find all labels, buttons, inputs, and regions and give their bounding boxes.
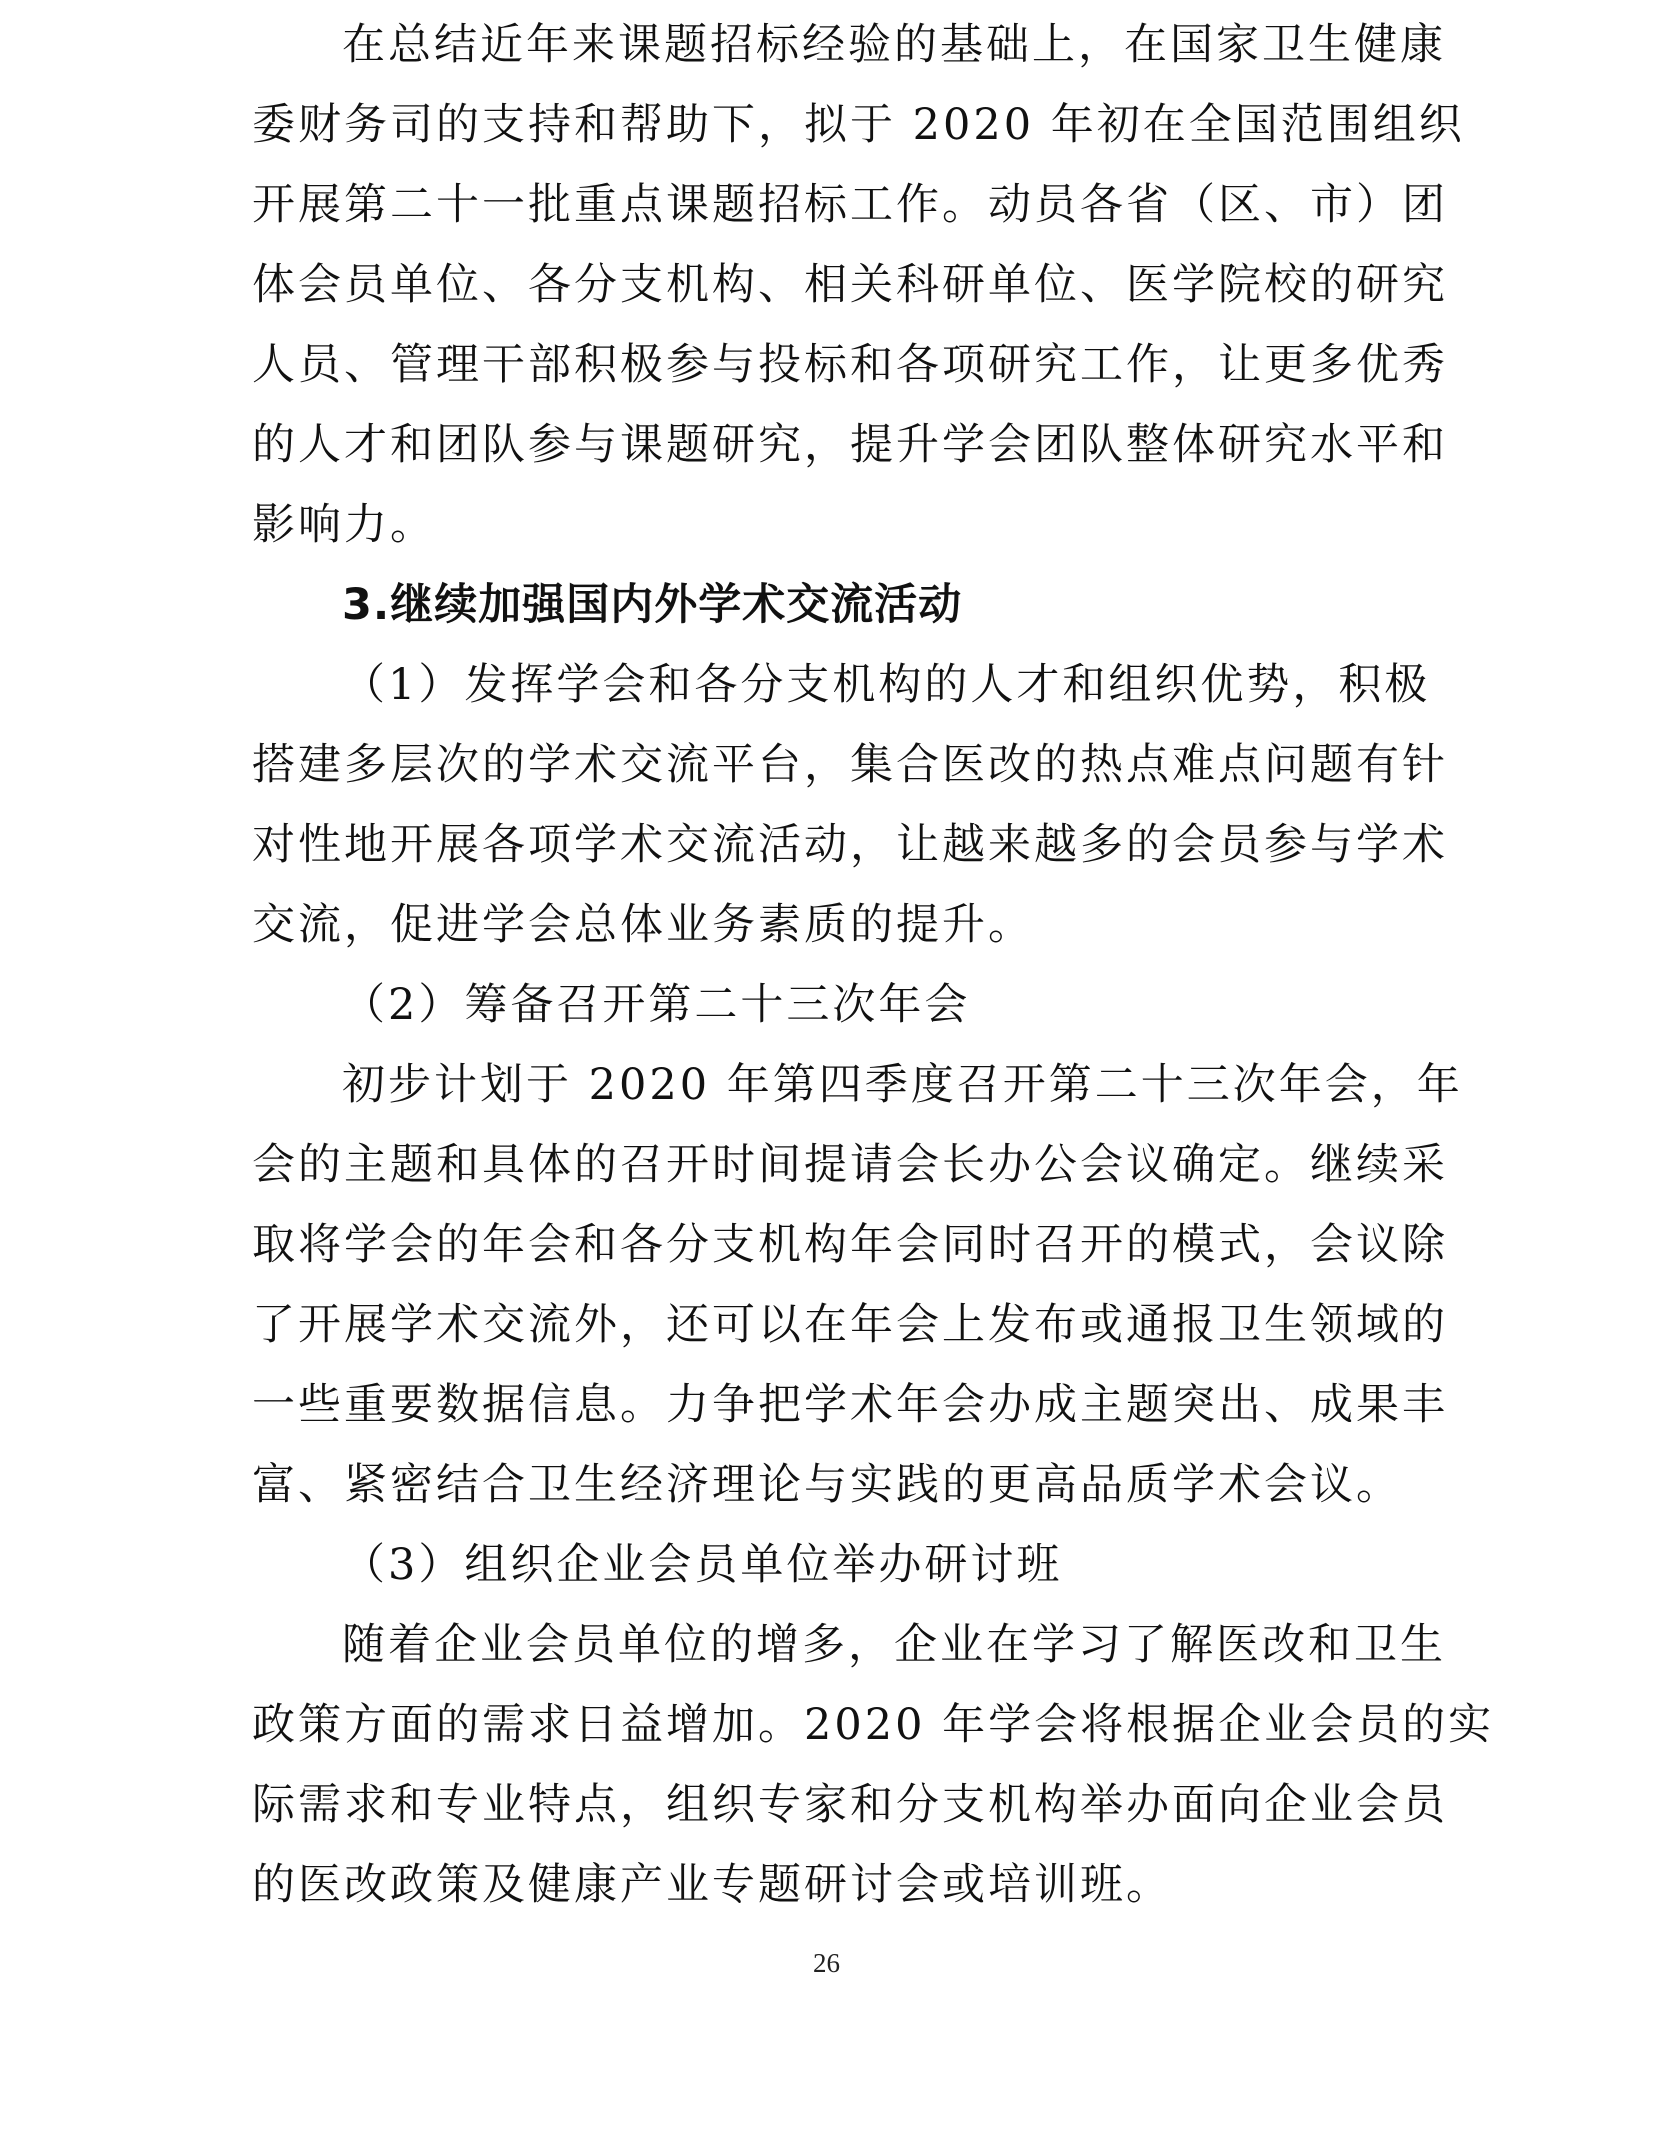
paragraph-line: 交流，促进学会总体业务素质的提升。 [252, 900, 1034, 950]
section-heading: 3.继续加强国内外学术交流活动 [342, 580, 963, 630]
subsection-title: （2）筹备召开第二十三次年会 [342, 980, 971, 1030]
paragraph-line: 体会员单位、各分支机构、相关科研单位、医学院校的研究 [252, 260, 1448, 310]
subsection-title: （3）组织企业会员单位举办研讨班 [342, 1540, 1063, 1590]
paragraph-line: 开展第二十一批重点课题招标工作。动员各省（区、市）团 [252, 180, 1448, 230]
paragraph-line: 在总结近年来课题招标经验的基础上，在国家卫生健康 [342, 20, 1446, 70]
paragraph-line: 委财务司的支持和帮助下，拟于 2020 年初在全国范围组织 [252, 100, 1465, 150]
paragraph-line: 搭建多层次的学术交流平台，集合医改的热点难点问题有针 [252, 740, 1448, 790]
paragraph-line: 政策方面的需求日益增加。2020 年学会将根据企业会员的实 [252, 1700, 1495, 1750]
document-page [252, 0, 1495, 2137]
paragraph-line: 际需求和专业特点，组织专家和分支机构举办面向企业会员 [252, 1780, 1448, 1830]
paragraph-line: 富、紧密结合卫生经济理论与实践的更高品质学术会议。 [252, 1460, 1402, 1510]
paragraph-line: 的医改政策及健康产业专题研讨会或培训班。 [252, 1860, 1172, 1910]
page-number: 26 [813, 1948, 840, 1978]
paragraph-line: 了开展学术交流外，还可以在年会上发布或通报卫生领域的 [252, 1300, 1448, 1350]
paragraph-line: 初步计划于 2020 年第四季度召开第二十三次年会，年 [342, 1060, 1463, 1110]
paragraph-line: 一些重要数据信息。力争把学术年会办成主题突出、成果丰 [252, 1380, 1448, 1430]
paragraph-line: 影响力。 [252, 500, 436, 550]
paragraph-line: 取将学会的年会和各分支机构年会同时召开的模式，会议除 [252, 1220, 1448, 1270]
paragraph-line: 随着企业会员单位的增多，企业在学习了解医改和卫生 [342, 1620, 1446, 1670]
paragraph-line: 对性地开展各项学术交流活动，让越来越多的会员参与学术 [252, 820, 1448, 870]
paragraph-line: （1）发挥学会和各分支机构的人才和组织优势，积极 [342, 660, 1431, 710]
paragraph-line: 人员、管理干部积极参与投标和各项研究工作，让更多优秀 [252, 340, 1448, 390]
paragraph-line: 会的主题和具体的召开时间提请会长办公会议确定。继续采 [252, 1140, 1448, 1190]
paragraph-line: 的人才和团队参与课题研究，提升学会团队整体研究水平和 [252, 420, 1448, 470]
